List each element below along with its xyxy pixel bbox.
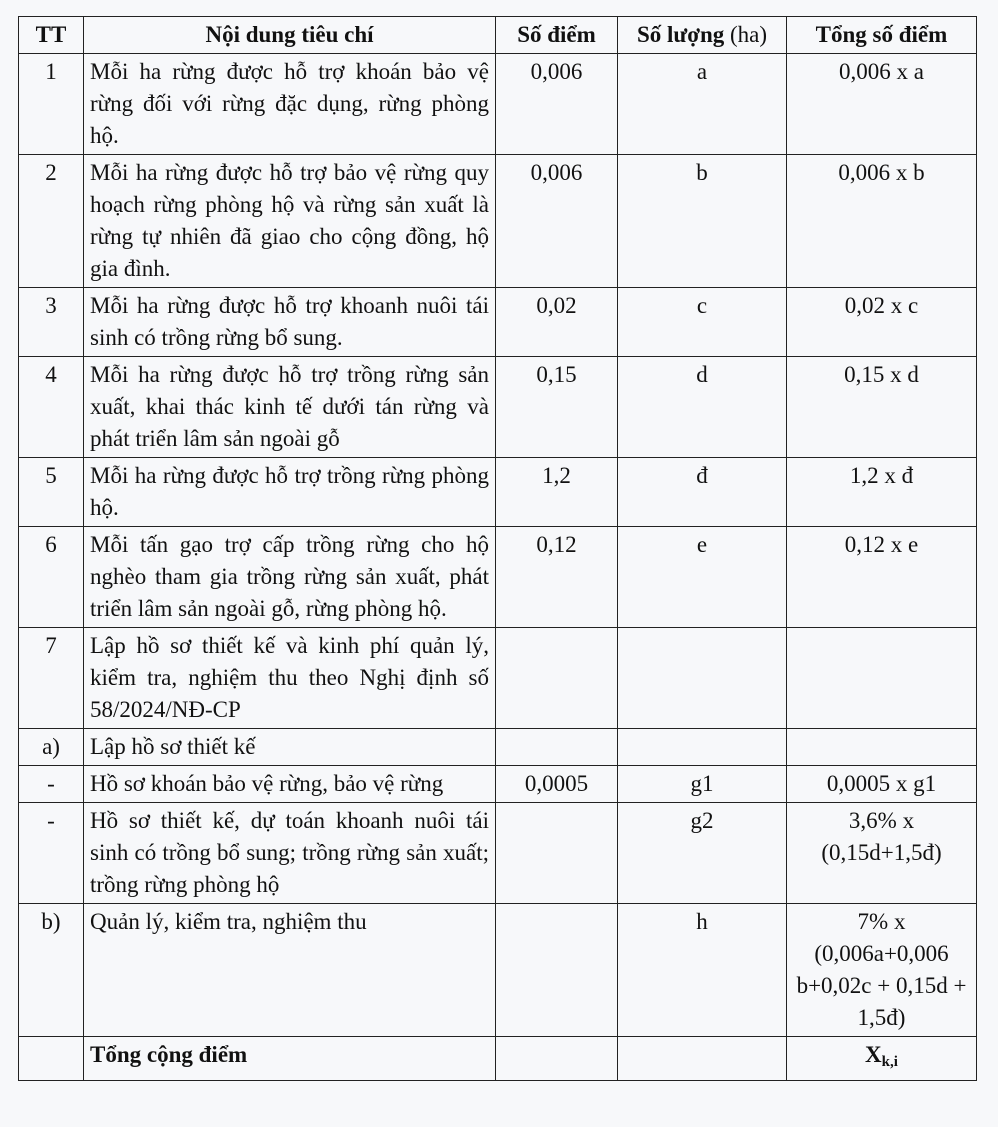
header-content: Nội dung tiêu chí (84, 17, 496, 54)
cell-total: 0,0005 x g1 (787, 766, 977, 803)
table-row (19, 729, 977, 766)
cell-tt: - (19, 766, 84, 803)
table-row (19, 803, 977, 904)
cell-quantity: c (618, 288, 787, 357)
criteria-table (18, 16, 977, 1081)
footer-label: Tổng cộng điểm (84, 1037, 496, 1081)
cell-points: 0,02 (496, 288, 618, 357)
cell-content: Quản lý, kiểm tra, nghiệm thu (84, 904, 496, 1037)
cell-quantity: đ (618, 458, 787, 527)
table-row (19, 766, 977, 803)
cell-total: 0,02 x c (787, 288, 977, 357)
header-row (19, 17, 977, 54)
cell-content: Hồ sơ thiết kế, dự toán khoanh nuôi tái sinh có trồng bổ sung; trồng rừng sản xuất; trồng rừng phòng hộ (84, 803, 496, 904)
cell-tt: 7 (19, 628, 84, 729)
table-row (19, 904, 977, 1037)
cell-quantity: d (618, 357, 787, 458)
cell-quantity: g2 (618, 803, 787, 904)
cell-tt: 3 (19, 288, 84, 357)
cell-points: 0,006 (496, 54, 618, 155)
cell-total: 7% x (0,006a+0,006 b+0,02c + 0,15d + 1,5đ) (787, 904, 977, 1037)
cell-points: 0,12 (496, 527, 618, 628)
cell-content: Mỗi tấn gạo trợ cấp trồng rừng cho hộ nghèo tham gia trồng rừng sản xuất, phát triển lâm sản ngoài gỗ, rừng phòng hộ. (84, 527, 496, 628)
table-row (19, 155, 977, 288)
footer-row (19, 1037, 977, 1081)
cell-tt: b) (19, 904, 84, 1037)
cell-content: Mỗi ha rừng được hỗ trợ trồng rừng sản xuất, khai thác kinh tế dưới tán rừng và phát triển lâm sản ngoài gỗ (84, 357, 496, 458)
footer-total-subscript: k,i (881, 1054, 898, 1070)
cell-points (496, 729, 618, 766)
cell-total: 1,2 x đ (787, 458, 977, 527)
footer-points (496, 1037, 618, 1081)
footer-tt (19, 1037, 84, 1081)
header-points: Số điểm (496, 17, 618, 54)
cell-content: Mỗi ha rừng được hỗ trợ khoanh nuôi tái sinh có trồng rừng bổ sung. (84, 288, 496, 357)
cell-total: 0,12 x e (787, 527, 977, 628)
footer-total-main: X (865, 1042, 882, 1067)
cell-content: Mỗi ha rừng được hỗ trợ bảo vệ rừng quy hoạch rừng phòng hộ và rừng sản xuất là rừng tự nhiên đã giao cho cộng đồng, hộ gia đình. (84, 155, 496, 288)
cell-total: 0,006 x a (787, 54, 977, 155)
table-row (19, 54, 977, 155)
cell-quantity: g1 (618, 766, 787, 803)
cell-quantity (618, 628, 787, 729)
cell-quantity: e (618, 527, 787, 628)
cell-content: Lập hồ sơ thiết kế và kinh phí quản lý, kiểm tra, nghiệm thu theo Nghị định số 58/2024/NĐ-CP (84, 628, 496, 729)
cell-points (496, 803, 618, 904)
cell-content: Mỗi ha rừng được hỗ trợ khoán bảo vệ rừng đối với rừng đặc dụng, rừng phòng hộ. (84, 54, 496, 155)
cell-total (787, 628, 977, 729)
footer-total (787, 1037, 977, 1081)
header-quantity-unit: (ha) (724, 22, 768, 47)
cell-content: Hồ sơ khoán bảo vệ rừng, bảo vệ rừng (84, 766, 496, 803)
cell-points: 0,15 (496, 357, 618, 458)
cell-tt: 4 (19, 357, 84, 458)
cell-tt: 1 (19, 54, 84, 155)
cell-tt: 5 (19, 458, 84, 527)
cell-content: Mỗi ha rừng được hỗ trợ trồng rừng phòng hộ. (84, 458, 496, 527)
header-quantity-label: Số lượng (636, 22, 725, 47)
cell-quantity (618, 729, 787, 766)
table-row (19, 527, 977, 628)
cell-points (496, 904, 618, 1037)
cell-total: 0,15 x d (787, 357, 977, 458)
cell-tt: a) (19, 729, 84, 766)
cell-total (787, 729, 977, 766)
cell-points: 1,2 (496, 458, 618, 527)
header-total: Tổng số điểm (787, 17, 977, 54)
table-row (19, 288, 977, 357)
cell-tt: - (19, 803, 84, 904)
table-row (19, 628, 977, 729)
header-quantity (618, 17, 787, 54)
cell-total: 3,6% x (0,15d+1,5đ) (787, 803, 977, 904)
cell-quantity: a (618, 54, 787, 155)
cell-tt: 2 (19, 155, 84, 288)
cell-points (496, 628, 618, 729)
header-tt: TT (19, 17, 84, 54)
table-body (19, 54, 977, 1037)
cell-quantity: b (618, 155, 787, 288)
cell-points: 0,0005 (496, 766, 618, 803)
cell-quantity: h (618, 904, 787, 1037)
cell-content: Lập hồ sơ thiết kế (84, 729, 496, 766)
cell-tt: 6 (19, 527, 84, 628)
table-row (19, 458, 977, 527)
cell-total: 0,006 x b (787, 155, 977, 288)
cell-points: 0,006 (496, 155, 618, 288)
table-row (19, 357, 977, 458)
footer-quantity (618, 1037, 787, 1081)
